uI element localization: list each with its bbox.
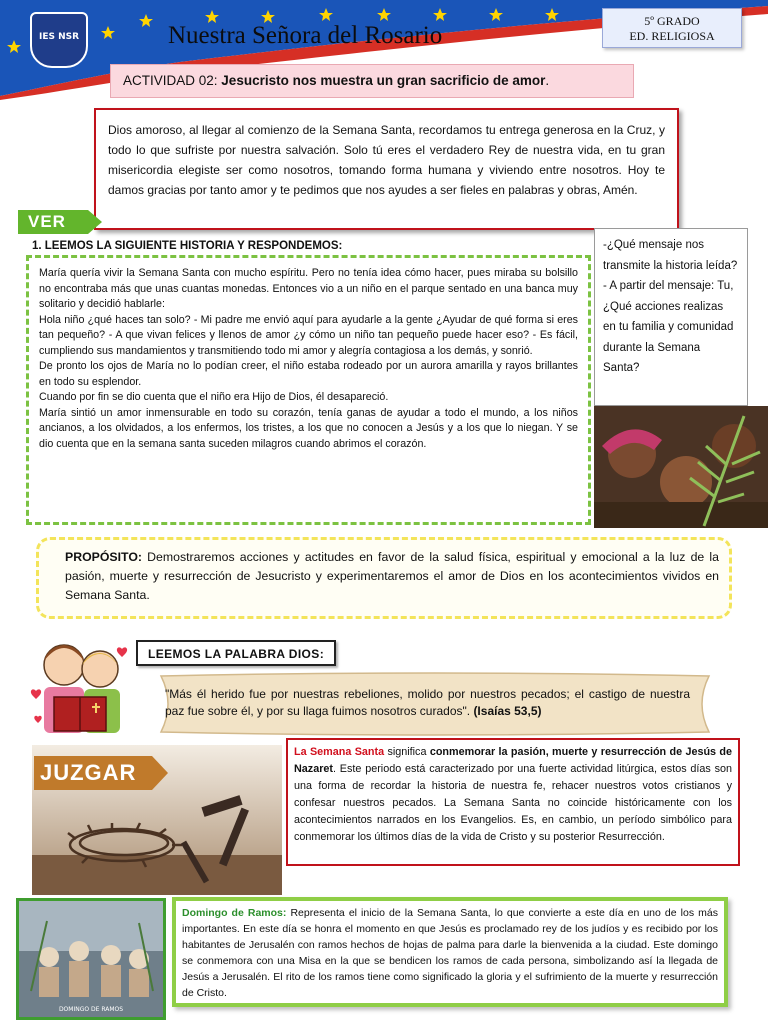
bible-quote: [165, 686, 690, 720]
story-paragraph: María sintió un amor inmensurable en todo su corazón, tenía ganas de ayudar a todo el mundo, a los niños ancianos, a los olvidados, a los enfermos, los tristes, a los que no conocen a Jesús y a los que lo niegan. Y se dio cuenta que en la semana santa suceden milagros cuando abrimos el corazón.: [39, 406, 578, 450]
semana-bold: conmemorar la pasión, muerte y resurrección de Jesús de Nazaret: [294, 746, 732, 775]
story-paragraph: De pronto los ojos de María no lo podían creer, el niño estaba rodeado por un aurora amarilla y rayos brillantes en todo su esplendor.: [39, 360, 578, 388]
ver-tab: VER: [18, 210, 88, 234]
activity-label: ACTIVIDAD 02:: [123, 73, 218, 88]
proposito-text: Demostraremos acciones y actitudes en favor de la salud física, espiritual y emocional a la luz de la pasión, muerte y resurrección de Jesucristo y experimentaremos el amor de Dios en los acontecimientos vividos en Semana Santa.: [65, 550, 719, 602]
proposito-box: [36, 537, 732, 619]
palabra-heading: LEEMOS LA PALABRA DIOS:: [136, 640, 336, 666]
story-paragraph: Cuando por fin se dio cuenta que el niño era Hijo de Dios, él desapareció.: [39, 391, 389, 403]
semana-santa-box: [286, 738, 740, 866]
juzgar-tab: JUZGAR: [34, 756, 152, 790]
quote-reference: (Isaías 53,5): [473, 704, 542, 718]
palm-children-photo: [594, 406, 768, 528]
story-paragraph: Hola niño ¿qué haces tan solo? - Mi padre me envió aquí para ayudarle a la gente ¿Ayudar de qué forma si eres tan pequeño? - A que vivan felices y llenos de amor ¿y cómo un niño tan pequeño puede hacer eso? - Es fácil, cumpliendo sus mandamientos y transmitiendo todo mi amor y alegría contagiosa a los demás, y sonrió.: [39, 313, 578, 357]
logo-text: IES NSR: [38, 32, 80, 42]
activity-title-box: [110, 64, 634, 98]
activity-title: Jesucristo nos muestra un gran sacrificio de amor: [221, 73, 546, 88]
story-paragraph: María quería vivir la Semana Santa con mucho espíritu. Pero no tenía idea cómo hacer, pues miraba su bolsillo no encontraba más que unas cuantas monedas. Entonces vio a un niño en el parque sentado en una banca muy solitario y decidió hablarle:: [39, 267, 578, 310]
domingo-de-ramos-box: [172, 897, 728, 1007]
kids-reading-bible-icon: [30, 635, 132, 745]
ramos-title: Domingo de Ramos:: [182, 907, 287, 919]
ramos-text: Representa el inicio de la Semana Santa, lo que convierte a este día en uno de los más importantes. En este día se honra el momento en que Jesús es proclamado rey de los judíos y es recibido por los habitantes de Jerusalén con ramos hechos de hojas de palma para darle la bienvenida a la ciudad. Este domingo se conmemora con una Misa en la que se bendicen los ramos de cada persona, simbolizando así la llegada de Jesús a Jerusalén. El rito de los ramos tiene como significado la gloria y el sufrimiento de la muerte y resurrección de Cristo.: [182, 907, 719, 999]
semana-verb: significa: [387, 746, 427, 758]
school-logo: [30, 12, 88, 68]
grade-line: 5º GRADO: [644, 14, 700, 28]
prayer-box: [94, 108, 679, 230]
subject-line: ED. RELIGIOSA: [629, 29, 715, 43]
activity-end: .: [545, 73, 550, 88]
question-1: -¿Qué mensaje nos transmite la historia leída?: [603, 239, 738, 272]
grade-box: [602, 8, 742, 48]
domingo-de-ramos-photo: [16, 898, 166, 1020]
semana-title: La Semana Santa: [294, 746, 385, 758]
questions-box: [594, 228, 748, 406]
school-title: Nuestra Señora del Rosario: [168, 22, 443, 49]
prayer-text: Dios amoroso, al llegar al comienzo de la Semana Santa, recordamos tu entrega generosa en la Cruz, y todo lo que sufriste por nuestra salvación. Solo tú eres el verdadero Rey de nuestra vida, en tu gran misericordia elegiste ser como nosotros, tomando forma humana y viviendo entre nosotros. Hoy te damos gracias por tanto amor y te pedimos que nos ayudes a ser fieles en palabras y obras, Amén.: [108, 123, 665, 197]
story-box: [26, 255, 591, 525]
semana-text: . Este periodo está caracterizado por una fuerte actividad litúrgica, estos días son una forma de recordar la historia de nuestra fe, rehacer nuestros votos cristianos y confesar nuestros pecados. La Semana Santa no coincide históricamente con los acontecimientos narrados en los Evangelios. Es, en cambio, un período simbólico para conmemorar los últimos días de la vida de Cristo y su posterior Resurrección.: [294, 763, 732, 843]
quote-text: "Más él herido fue por nuestras rebeliones, molido por nuestros pecados; el castigo de nuestra paz fue sobre él, y por su llaga fuimos nosotros curados".: [165, 687, 690, 718]
proposito-label: PROPÓSITO:: [65, 550, 142, 564]
ramos-caption: DOMINGO DE RAMOS: [58, 1006, 124, 1013]
story-heading: 1. LEEMOS LA SIGUIENTE HISTORIA Y RESPONDEMOS:: [32, 240, 343, 252]
question-2: - A partir del mensaje: Tu, ¿Qué acciones realizas en tu familia y comunidad durante la Semana Santa?: [603, 280, 734, 374]
